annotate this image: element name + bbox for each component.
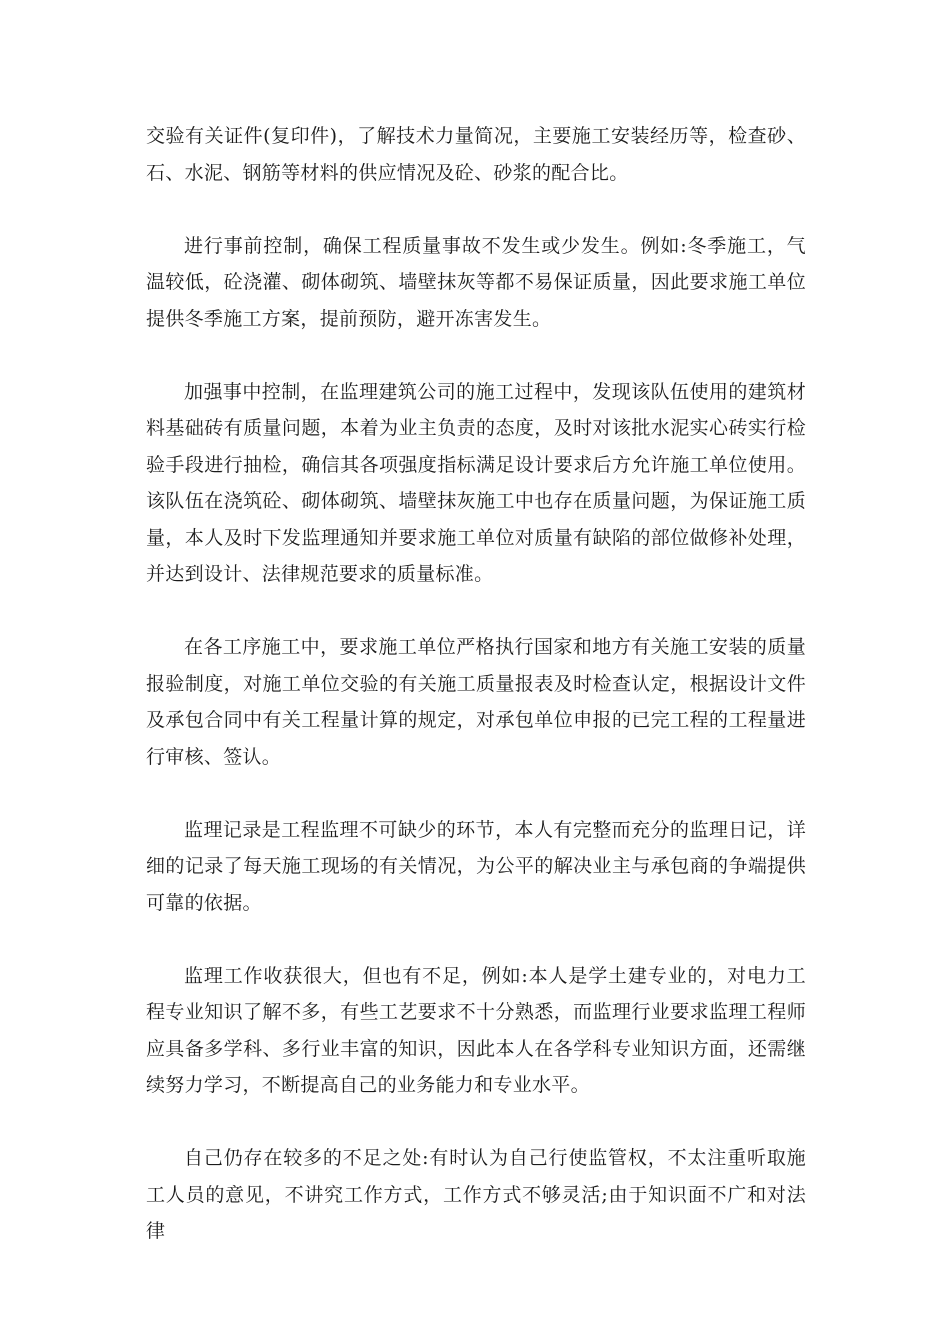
paragraph-3: 加强事中控制，在监理建筑公司的施工过程中，发现该队伍使用的建筑材料基础砖有质量问题，本着为业主负责的态度，及时对该批水泥实心砖实行检验手段进行抽检，确信其各项强度指标满足设计要求后方允许施工单位使用。该队伍在浇筑砼、砌体砌筑、墙壁抹灰施工中也存在质量问题，为保证施工质量，本人及时下发监理通知并要求施工单位对质量有缺陷的部位做修补处理，并达到设计、法律规范要求的质量标准。 <box>146 380 806 585</box>
document-body <box>146 118 806 1250</box>
paragraph-5: 监理记录是工程监理不可缺少的环节，本人有完整而充分的监理日记，详细的记录了每天施工现场的有关情况，为公平的解决业主与承包商的争端提供可靠的依据。 <box>146 818 806 914</box>
paragraph-4: 在各工序施工中，要求施工单位严格执行国家和地方有关施工安装的质量报验制度，对施工单位交验的有关施工质量报表及时检查认定，根据设计文件及承包合同中有关工程量计算的规定，对承包单位申报的已完工程的工程量进行审核、签认。 <box>146 636 806 768</box>
paragraph-6: 监理工作收获很大，但也有不足，例如:本人是学土建专业的，对电力工程专业知识了解不多，有些工艺要求不十分熟悉，而监理行业要求监理工程师应具备多学科、多行业丰富的知识，因此本人在各学科专业知识方面，还需继续努力学习，不断提高自己的业务能力和专业水平。 <box>146 964 806 1096</box>
paragraph-1: 交验有关证件(复印件)，了解技术力量简况，主要施工安装经历等，检查砂、石、水泥、钢筋等材料的供应情况及砼、砂浆的配合比。 <box>146 125 806 184</box>
paragraph-2: 进行事前控制，确保工程质量事故不发生或少发生。例如:冬季施工，气温较低，砼浇灌、砌体砌筑、墙壁抹灰等都不易保证质量，因此要求施工单位提供冬季施工方案，提前预防，避开冻害发生。 <box>146 234 806 330</box>
paragraph-7: 自己仍存在较多的不足之处:有时认为自己行使监管权，不太注重听取施工人员的意见，不讲究工作方式，工作方式不够灵活;由于知识面不广和对法律 <box>146 1147 806 1242</box>
